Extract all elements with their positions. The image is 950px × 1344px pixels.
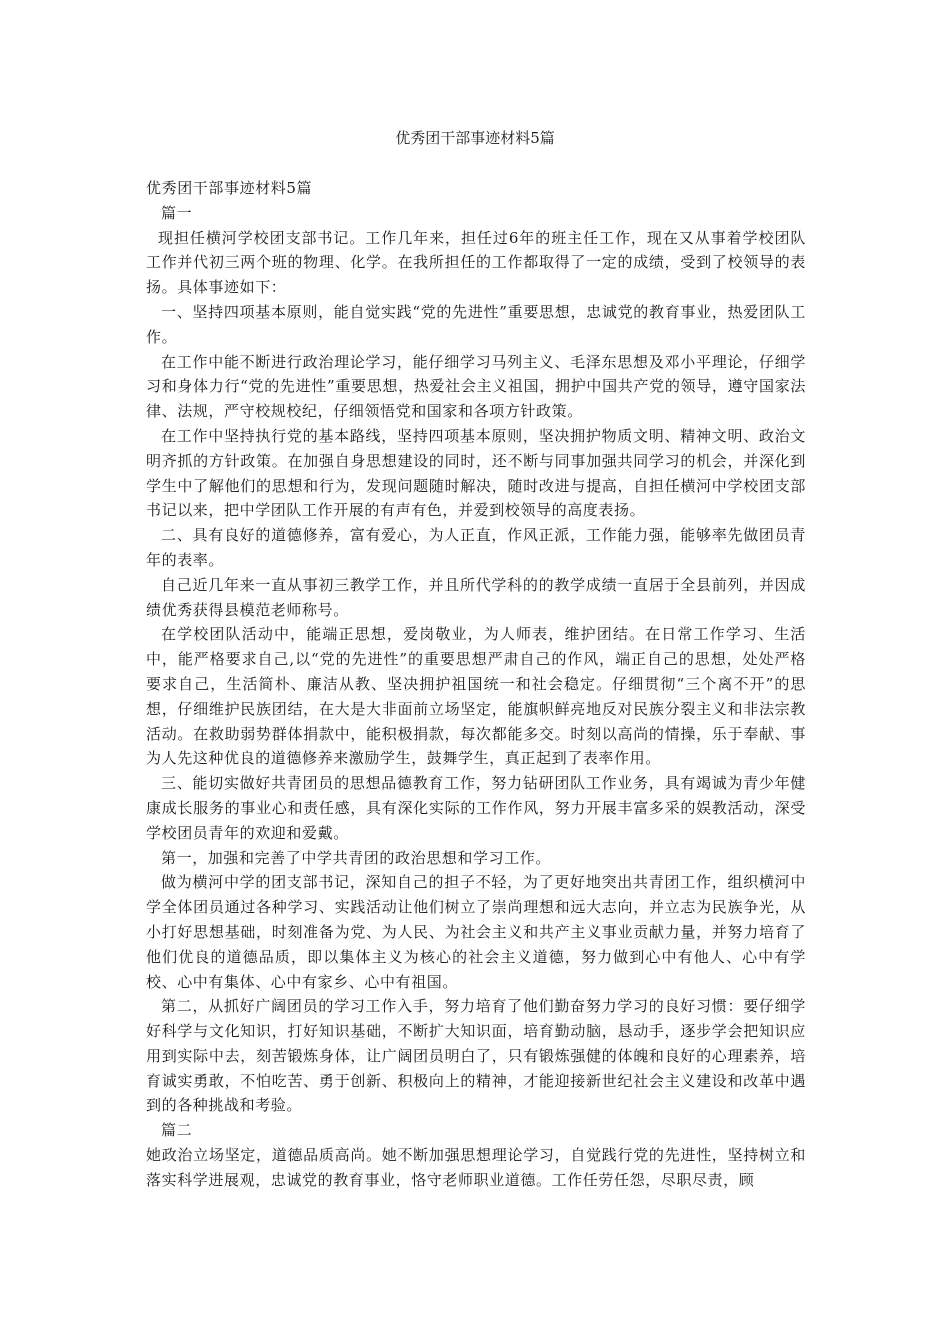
document-title: 优秀团干部事迹材料5篇: [395, 129, 555, 147]
paragraph: 她政治立场坚定，道德品质高尚。她不断加强思想理论学习，自觉践行党的先进性，坚持树立和落实科学进展观，忠诚党的教育事业，恪守老师职业道德。工作任劳任怨，尽职尽责，顾: [146, 1146, 806, 1189]
paragraph: 现担任横河学校团支部书记。工作几年来，担任过6年的班主任工作，现在又从事着学校团队工作并代初三两个班的物理、化学。在我所担任的工作都取得了一定的成绩，受到了校领导的表扬。具体事迹如下：: [146, 228, 806, 297]
paragraph: 一、坚持四项基本原则，能自觉实践“党的先进性”重要思想，忠诚党的教育事业，热爱团队工作。: [146, 302, 806, 346]
paragraph: 二、具有良好的道德修养，富有爱心，为人正直，作风正派，工作能力强，能够率先做团员青年的表率。: [146, 526, 806, 569]
paragraph: 做为横河中学的团支部书记，深知自己的担子不轻，为了更好地突出共青团工作，组织横河中学全体团员通过各种学习、实践活动让他们树立了崇尚理想和远大志向，并立志为民族争光，从小打好思想基础，时刻准备为党、为人民、为社会主义和共产主义事业贡献力量，并努力培育了他们优良的道德品质，即以集体主义为核心的社会主义道德，努力做到心中有他人、心中有学校、心中有集体、心中有家乡、心中有祖国。: [146, 873, 806, 991]
paragraph: 篇二: [161, 1121, 193, 1140]
paragraph: 第二，从抓好广阔团员的学习工作入手，努力培育了他们勤奋努力学习的良好习惯：要仔细学好科学与文化知识，打好知识基础，不断扩大知识面，培育勤动脑，恳动手，逐步学会把知识应用到实际中去，刻苦锻炼身体，让广阔团员明白了，只有锻炼强健的体魄和良好的心理素养，培育诚实勇敢，不怕吃苦、勇于创新、积极向上的精神，才能迎接新世纪社会主义建设和改革中遇到的各种挑战和考验。: [146, 997, 806, 1115]
paragraph: 在学校团队活动中，能端正思想，爱岗敬业，为人师表，维护团结。在日常工作学习、生活中，能严格要求自己,以“党的先进性”的重要思想严肃自己的作风，端正自己的思想，处处严格要求自己，生活简朴、廉洁从教、坚决拥护祖国统一和社会稳定。仔细贯彻“三个离不开”的思想，仔细维护民族团结，在大是大非面前立场坚定，能旗帜鲜亮地反对民族分裂主义和非法宗教活动。在救助弱势群体捐款中，能积极捐款，每次都能多交。时刻以高尚的情操，乐于奉献、事为人先这种优良的道德修养来激励学生，鼓舞学生，真正起到了表率作用。: [146, 625, 806, 768]
paragraph: 自己近几年来一直从事初三教学工作，并且所代学科的的教学成绩一直居于全县前列，并因成绩优秀获得县模范老师称号。: [146, 575, 806, 619]
paragraph: 篇一: [161, 203, 193, 222]
paragraph: 三、能切实做好共青团员的思想品德教育工作，努力钻研团队工作业务，具有竭诚为青少年健康成长服务的事业心和责任感，具有深化实际的工作作风，努力开展丰富多采的娱教活动，深受学校团员青年的欢迎和爱戴。: [146, 774, 806, 842]
document-body: [146, 176, 806, 1193]
paragraph: 在工作中能不断进行政治理论学习，能仔细学习马列主义、毛泽东思想及邓小平理论，仔细学习和身体力行“党的先进性”重要思想，热爱社会主义祖国，拥护中国共产党的领导，遵守国家法律、法规，严守校规校纪，仔细领悟党和国家和各项方针政策。: [146, 352, 806, 421]
paragraph: 在工作中坚持执行党的基本路线，坚持四项基本原则，坚决拥护物质文明、精神文明、政治文明齐抓的方针政策。在加强自身思想建设的同时，还不断与同事加强共同学习的机会，并深化到学生中了解他们的思想和行为，发现问题随时解决，随时改进与提高，自担任横河中学校团支部书记以来，把中学团队工作开展的有声有色，并爱到校领导的高度表扬。: [146, 426, 806, 520]
paragraph: 优秀团干部事迹材料5篇: [146, 179, 313, 197]
paragraph: 第一，加强和完善了中学共青团的政治思想和学习工作。: [161, 848, 552, 867]
